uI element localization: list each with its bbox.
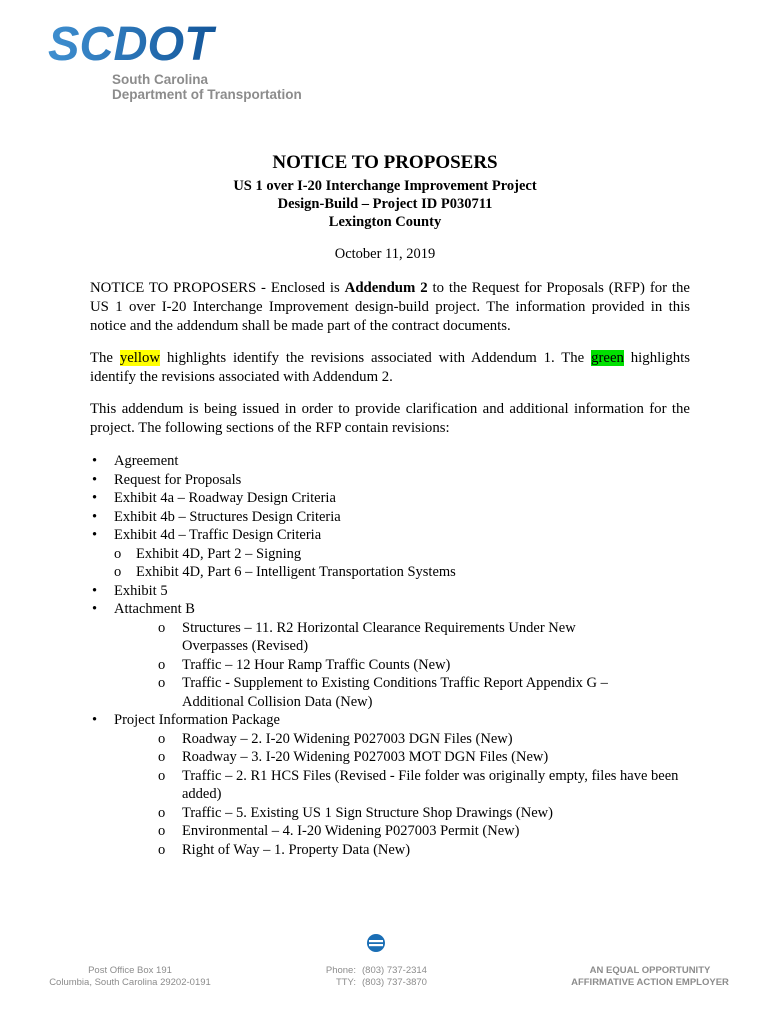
org-line-2: Department of Transportation <box>112 87 302 102</box>
scdot-logo <box>48 20 308 100</box>
intro-paragraph <box>90 279 690 336</box>
sub-list-item <box>90 674 638 711</box>
address-line-1: Post Office Box 191 <box>88 965 172 976</box>
sub-marker: o <box>158 619 166 636</box>
list-item-text: Exhibit 4D, Part 6 – Intelligent Transportation Systems <box>136 564 456 580</box>
list-item <box>90 582 690 601</box>
list-item-text: Request for Proposals <box>114 471 242 488</box>
bullet-marker: • <box>92 508 98 525</box>
list-item-text: Project Information Package <box>114 712 280 728</box>
list-item-text: Environmental – 4. I-20 Widening P027003 Permit (New) <box>182 823 520 839</box>
list-item-text: Exhibit 5 <box>114 582 168 599</box>
sub-list-item <box>90 619 638 656</box>
eeo-line-2: AFFIRMATIVE ACTION EMPLOYER <box>571 977 729 988</box>
project-name: US 1 over I-20 Interchange Improvement Project <box>233 178 537 194</box>
bullet-marker: • <box>92 582 98 599</box>
phone-label: Phone: <box>325 965 356 976</box>
logo-wordmark: SCDOT <box>48 20 217 70</box>
sub-list-item <box>90 822 690 841</box>
list-item <box>90 508 690 527</box>
sections-paragraph: This addendum is being issued in order to provide clarification and additional information for the project. The following sections of the RFP contain revisions: <box>90 401 690 436</box>
org-line-1: South Carolina <box>112 72 209 87</box>
list-item-text: Exhibit 4b – Structures Design Criteria <box>114 508 341 525</box>
list-item-text: Right of Way – 1. Property Data (New) <box>182 841 411 858</box>
intro-text-2: to the Request for Proposals (RFP) for the US 1 over I-20 Interchange Improvement design-build project. The information provided in this notice and the addendum shall be made part of the contract documents. <box>90 280 690 334</box>
footer-contact <box>300 965 460 989</box>
list-item-text: Agreement <box>114 453 179 469</box>
sub-marker: o <box>114 545 122 562</box>
phone-number: (803) 737-2314 <box>362 965 427 976</box>
list-item-text: Attachment B <box>114 601 195 617</box>
address-line-2: Columbia, South Carolina 29202-0191 <box>49 977 211 988</box>
bullet-marker: • <box>92 490 98 506</box>
sub-list-item <box>90 545 690 564</box>
hl-text-2: highlights identify the revisions associated with Addendum 1. The <box>160 350 592 366</box>
sub-marker: o <box>158 767 166 784</box>
revision-list <box>90 452 690 859</box>
list-item <box>90 471 690 490</box>
list-item-text: Exhibit 4D, Part 2 – Signing <box>136 545 302 562</box>
sub-list-item <box>90 841 690 860</box>
bullet-marker: • <box>92 471 98 488</box>
sub-list-item <box>90 730 690 749</box>
doc-date: October 11, 2019 <box>334 246 436 262</box>
sub-list-item <box>90 748 690 767</box>
bullet-marker: • <box>92 453 98 469</box>
list-item-text: Structures – 11. R2 Horizontal Clearance Requirements Under New Overpasses (Revised) <box>182 619 576 654</box>
sub-list-item <box>90 656 690 675</box>
sub-marker: o <box>158 804 166 821</box>
list-item-text: Traffic – 2. R1 HCS Files (Revised - File folder was originally empty, files have been added) <box>182 767 679 802</box>
addendum-label: Addendum 2 <box>344 280 428 296</box>
list-item-text: Traffic – 12 Hour Ramp Traffic Counts (New) <box>182 656 451 673</box>
list-item-text: Roadway – 3. I-20 Widening P027003 MOT DGN Files (New) <box>182 749 549 765</box>
doc-title: NOTICE TO PROPOSERS <box>272 152 498 173</box>
list-item <box>90 600 690 619</box>
list-item <box>90 452 690 471</box>
bullet-marker: • <box>92 601 98 617</box>
sub-marker: o <box>158 841 166 858</box>
sub-marker: o <box>158 749 166 765</box>
list-item <box>90 711 690 730</box>
green-highlight: green <box>591 350 624 366</box>
hl-text-1: The <box>90 350 120 366</box>
sub-marker: o <box>158 730 166 747</box>
county: Lexington County <box>328 214 442 230</box>
list-item-text: Traffic – 5. Existing US 1 Sign Structure Shop Drawings (New) <box>182 804 553 821</box>
highlight-paragraph <box>90 349 690 387</box>
hl-text-3: highlights identify the revisions associated with Addendum 2. <box>90 350 690 385</box>
sub-list-item <box>90 563 690 582</box>
bullet-marker: • <box>92 527 98 543</box>
intro-text-1: NOTICE TO PROPOSERS - Enclosed is <box>90 280 345 296</box>
sub-marker: o <box>114 564 122 580</box>
org-name <box>112 72 302 102</box>
sub-list-item <box>90 804 690 823</box>
list-item-text: Traffic - Supplement to Existing Conditions Traffic Report Appendix G – Additional Collision Data (New) <box>182 675 608 710</box>
list-item-text: Exhibit 4a – Roadway Design Criteria <box>114 490 336 506</box>
list-item-text: Exhibit 4d – Traffic Design Criteria <box>114 527 322 543</box>
list-item <box>90 489 690 508</box>
bullet-marker: • <box>92 712 98 728</box>
yellow-highlight: yellow <box>119 350 161 366</box>
sub-marker: o <box>158 656 166 673</box>
sub-list-item <box>90 767 682 804</box>
list-item-text: Roadway – 2. I-20 Widening P027003 DGN Files (New) <box>182 730 513 747</box>
footer-address <box>40 965 220 989</box>
footer-eeo <box>560 965 740 989</box>
sub-marker: o <box>158 675 166 691</box>
sub-marker: o <box>158 823 166 839</box>
tty-number: (803) 737-3870 <box>362 977 427 988</box>
seal-icon <box>366 933 386 953</box>
tty-label: TTY: <box>335 977 356 988</box>
eeo-line-1: AN EQUAL OPPORTUNITY <box>589 965 711 976</box>
project-id: Design-Build – Project ID P030711 <box>277 196 493 212</box>
list-item <box>90 526 690 545</box>
